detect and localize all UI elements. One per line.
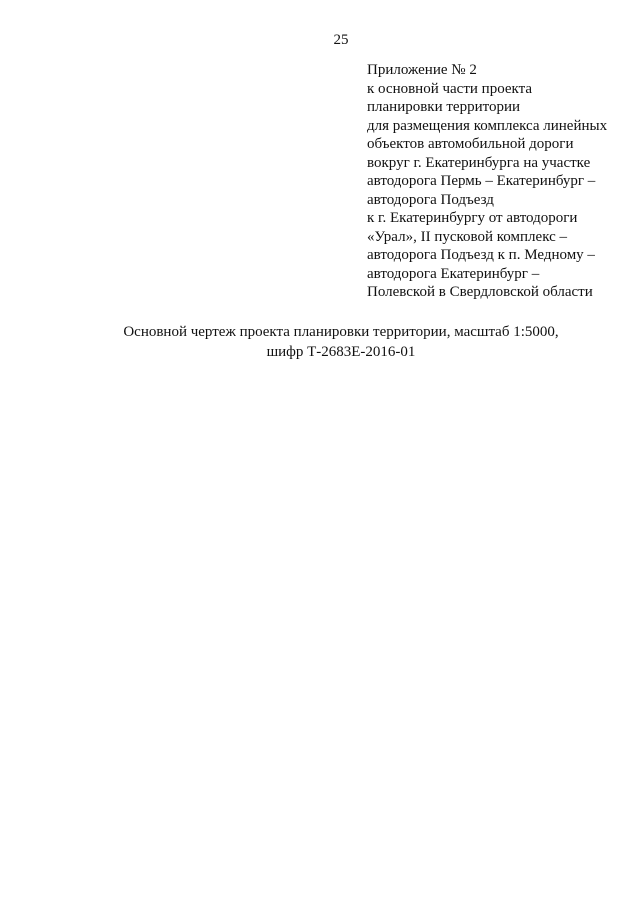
appendix-line: объектов автомобильной дороги [367, 136, 574, 152]
appendix-line: автодорога Подъезд к п. Медному – [367, 247, 595, 263]
appendix-line: Полевской в Свердловской области [367, 284, 593, 300]
caption-title: Основной чертеж проекта планировки территории, масштаб 1:5000, [123, 324, 559, 340]
page-number: 25 [333, 32, 349, 48]
appendix-line: к основной части проекта [367, 80, 533, 97]
appendix-heading [367, 61, 635, 302]
appendix-line: автодорога Подъезд [367, 191, 494, 208]
drawing-caption [0, 322, 640, 362]
appendix-line: Приложение № 2 [367, 62, 477, 78]
appendix-line: для размещения комплекса линейных [367, 117, 608, 134]
appendix-line: планировки территории [367, 99, 521, 115]
appendix-line: «Урал», II пусковой комплекс – [367, 228, 568, 245]
appendix-line: вокруг г. Екатеринбурга на участке [367, 154, 591, 171]
appendix-line: автодорога Пермь – Екатеринбург – [367, 173, 596, 189]
appendix-line: автодорога Екатеринбург – [367, 265, 540, 282]
caption-code: шифр Т-2683Е-2016-01 [266, 344, 416, 360]
appendix-line: к г. Екатеринбургу от автодороги [367, 210, 578, 226]
